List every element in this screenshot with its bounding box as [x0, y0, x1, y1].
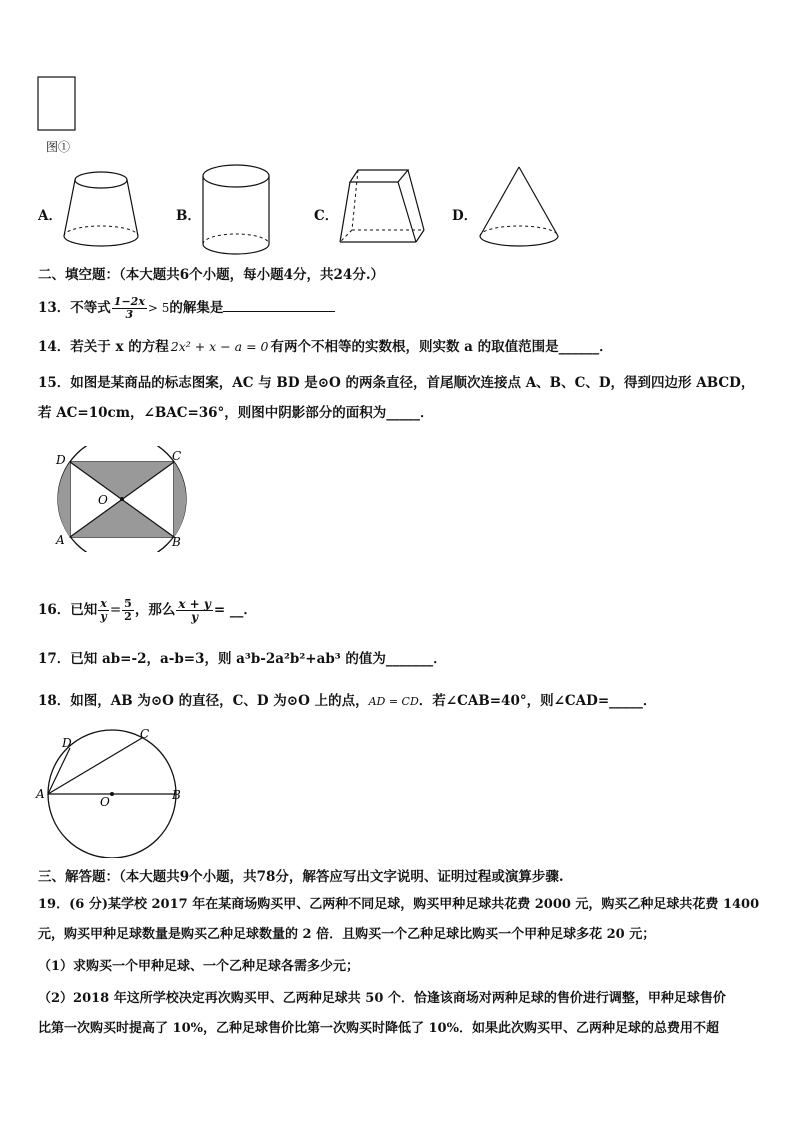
q15-shade-right [174, 462, 186, 537]
option-b-cylinder-figure [198, 162, 276, 258]
q18-label-o: O [100, 795, 110, 809]
q16-numerator-1: x [100, 597, 107, 610]
figure1-rectangle [36, 76, 78, 134]
q13-fraction [112, 296, 147, 321]
question-19-part2-line2: 比第一次购买时提高了 10%，乙种足球售价比第一次购买时降低了 10%．如果此次购买甲、乙两种足球的总费用不超 [38, 1021, 719, 1036]
q15-shade-left [58, 462, 70, 537]
option-c-prism-figure [334, 164, 430, 250]
q14-suffix: 有两个不相等的实数根，则实数 a 的取值范围是______． [270, 339, 613, 355]
option-b-label: B． [176, 208, 201, 224]
question-13 [38, 296, 335, 321]
q16-equals: = [109, 602, 122, 618]
q13-numerator: 1−2x [113, 295, 145, 308]
q18-label-a: A [36, 787, 45, 801]
question-19-line2: 元，购买甲种足球数量是购买乙种足球数量的 2 倍．且购买一个乙种足球比购买一个甲种足球多花 20 元； [38, 927, 656, 942]
q15-label-b: B [172, 535, 181, 549]
q16-fraction-1 [98, 598, 109, 623]
q13-relation: > 5 [147, 301, 170, 315]
question-16 [38, 598, 257, 623]
q15-label-d: D [56, 453, 66, 467]
option-a-label: A． [38, 208, 62, 224]
q18-label-c: C [140, 727, 150, 741]
q18-label-d: D [62, 736, 72, 750]
q16-denominator-1: y [100, 610, 107, 623]
q15-circle-figure [50, 446, 200, 552]
q13-prefix: 13．不等式 [38, 300, 111, 316]
figure1-caption: 图① [46, 140, 71, 154]
q18-label-b: B [172, 788, 181, 802]
q16-denominator-2: 2 [124, 610, 132, 623]
option-c-label: C． [314, 208, 339, 224]
option-a-frustum-figure [58, 170, 144, 254]
q15-label-c: C [172, 449, 182, 463]
option-d-cone-figure [474, 164, 564, 254]
q15-label-o: O [98, 493, 108, 507]
q13-answer-blank[interactable] [223, 297, 335, 312]
option-d-label: D． [452, 208, 478, 224]
q14-prefix: 14．若关于 x 的方程 [38, 339, 169, 355]
q15-label-a: A [56, 533, 65, 547]
question-19-part1: （1）求购买一个甲种足球、一个乙种足球各需多少元； [38, 959, 360, 974]
q16-fraction-2 [122, 598, 134, 623]
q18-prefix: 18．如图，AB 为⊙O 的直径，C、D 为⊙O 上的点， [38, 693, 369, 709]
q16-middle: ，那么 [134, 602, 176, 618]
q16-suffix: = __． [213, 602, 257, 618]
question-14 [38, 338, 613, 356]
question-19-line1: 19．(6 分)某学校 2017 年在某商场购买甲、乙两种不同足球，购买甲种足球共花费 2000 元，购买乙种足球共花费 1400 [38, 897, 760, 912]
q15-shade-top [70, 462, 174, 499]
question-17: 17．已知 ab=-2，a-b=3，则 a³b-2a²b²+ab³ 的值为_______． [38, 651, 447, 667]
q16-denominator-3: y [191, 610, 199, 624]
question-19-part2-line1: （2）2018 年这所学校决定再次购买甲、乙两种足球共 50 个．恰逢该商场对两种足球的售价进行调整，甲种足球售价 [38, 991, 726, 1006]
q18-circle-figure [34, 726, 190, 858]
q18-arc-equality: AD = CD [368, 695, 419, 708]
q16-prefix: 16．已知 [38, 602, 98, 618]
q13-suffix: 的解集是 [169, 300, 224, 316]
question-18 [38, 692, 656, 711]
question-15-line2: 若 AC=10cm，∠BAC=36°，则图中阴影部分的面积为_____． [38, 405, 434, 421]
section2-heading: 二、填空题：（本大题共6个小题，每小题4分，共24分.） [38, 267, 385, 283]
q14-equation: 2x² + x − a = 0 [170, 339, 269, 354]
q16-numerator-3: x + y [178, 597, 211, 611]
q15-shade-bottom [70, 499, 174, 537]
q13-denominator: 3 [125, 308, 134, 321]
q16-numerator-2: 5 [124, 597, 132, 610]
q18-suffix: ．若∠CAB=40°，则∠CAD=_____． [418, 693, 657, 709]
q16-fraction-3 [176, 598, 213, 623]
section3-heading: 三、解答题：（本大题共9个小题，共78分，解答应写出文字说明、证明过程或演算步骤. [38, 869, 564, 885]
question-15-line1: 15．如图是某商品的标志图案，AC 与 BD 是⊙O 的两条直径，首尾顺次连接点 A、B、C、D，得到四边形 ABCD， [38, 375, 755, 391]
